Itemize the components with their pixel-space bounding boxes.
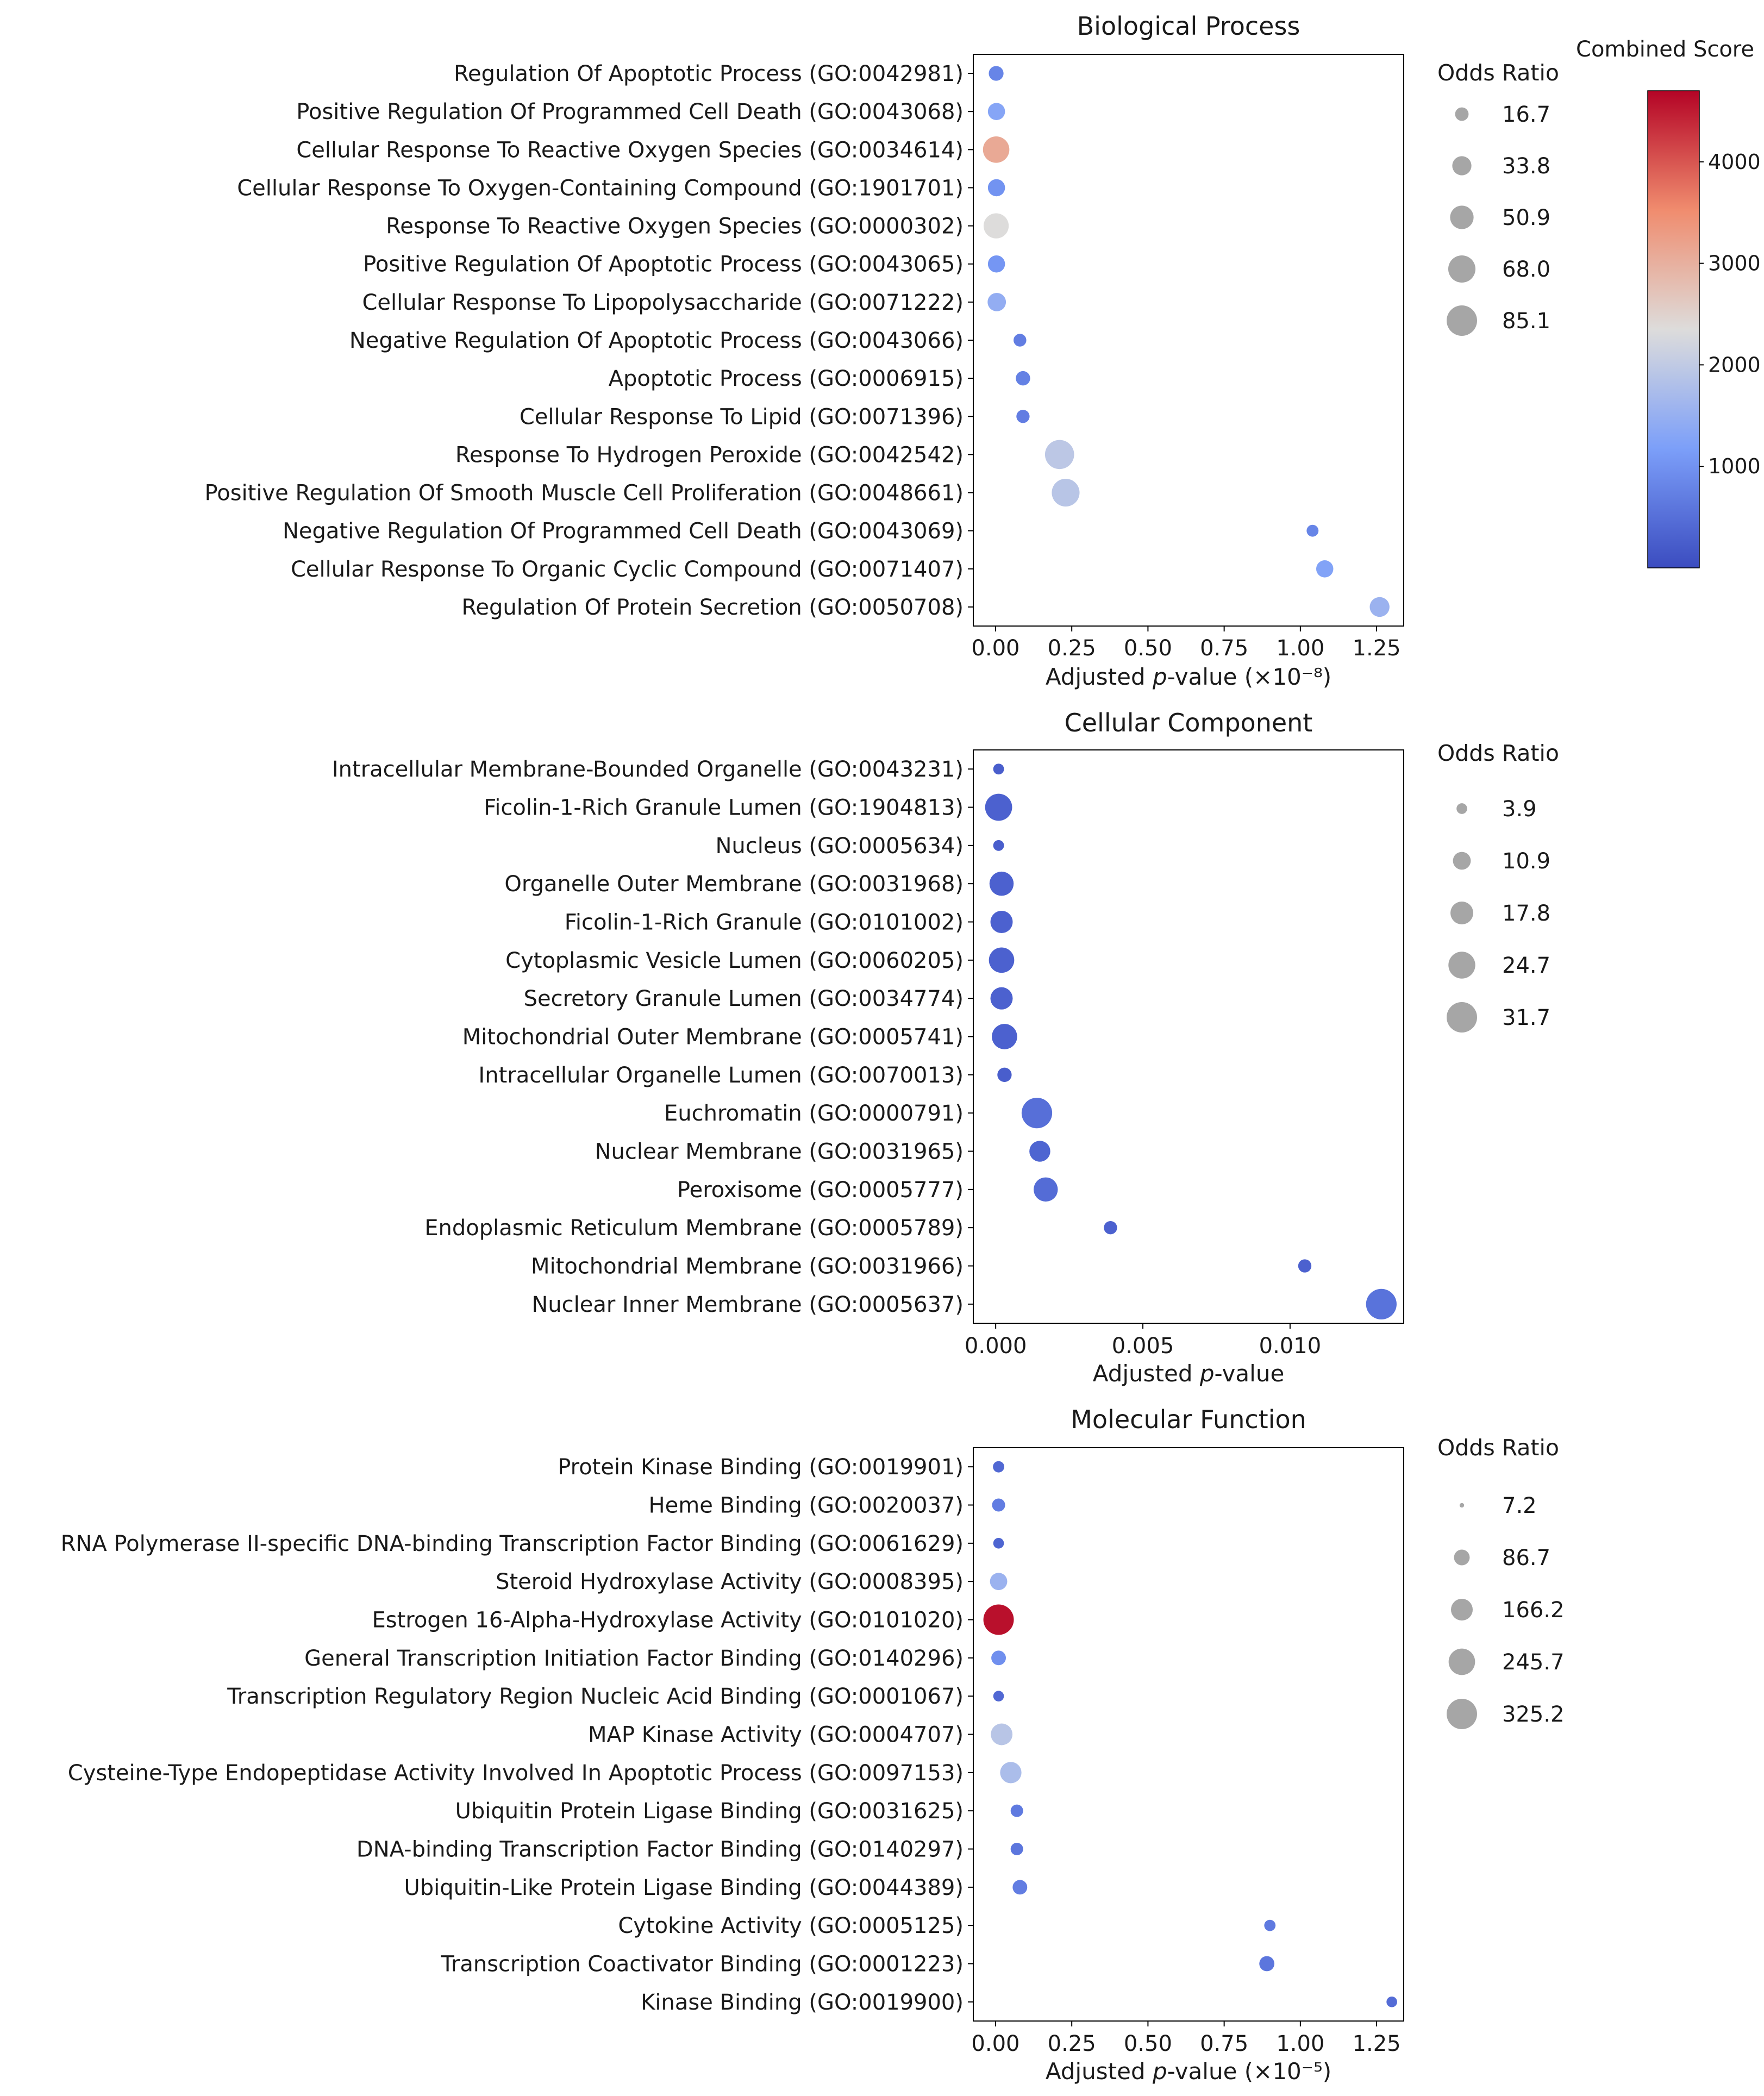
chart-title: Biological Process	[1077, 11, 1300, 41]
colorbar	[1648, 91, 1699, 568]
size-legend-bubble	[1454, 1550, 1470, 1566]
x-tick-label: 0.75	[1200, 636, 1249, 661]
data-point	[983, 136, 1010, 163]
size-legend-bubble	[1447, 1002, 1477, 1033]
data-point	[1011, 1805, 1023, 1817]
chart-biological-process	[0, 0, 1764, 706]
data-point	[988, 103, 1005, 120]
size-legend-bubble	[1447, 1699, 1477, 1729]
size-legend-label: 3.9	[1502, 797, 1537, 822]
x-axis-label: Adjusted p-value	[1092, 1360, 1285, 1387]
size-legend-label: 7.2	[1502, 1493, 1537, 1518]
size-legend-label: 166.2	[1502, 1598, 1565, 1623]
y-tick-label: Response To Hydrogen Peroxide (GO:0042542)	[455, 442, 964, 468]
x-axis-label: Adjusted p-value (×10⁻⁸)	[1045, 664, 1332, 690]
data-point	[993, 764, 1004, 774]
data-point	[1022, 1098, 1052, 1128]
data-point	[988, 179, 1005, 197]
data-point	[985, 794, 1012, 821]
x-tick-label: 0.00	[971, 636, 1020, 661]
y-tick-label: Ubiquitin-Like Protein Ligase Binding (GO:0044389)	[404, 1875, 964, 1900]
colorbar-tick-label: 1000	[1708, 454, 1761, 479]
size-legend-label: 85.1	[1502, 309, 1551, 334]
y-tick-label: Positive Regulation Of Programmed Cell Death (GO:0043068)	[296, 99, 964, 125]
size-legend-bubble	[1450, 205, 1473, 229]
y-tick-label: Nucleus (GO:0005634)	[715, 833, 964, 859]
y-tick-label: Transcription Regulatory Region Nucleic Acid Binding (GO:0001067)	[227, 1684, 964, 1710]
size-legend-label: 86.7	[1502, 1546, 1551, 1571]
size-legend-label: 17.8	[1502, 901, 1551, 926]
y-tick-label: Cellular Response To Reactive Oxygen Species (GO:0034614)	[296, 137, 964, 163]
data-point	[1034, 1178, 1058, 1202]
y-tick-label: Negative Regulation Of Programmed Cell Death (GO:0043069)	[282, 518, 964, 544]
y-tick-label: Negative Regulation Of Apoptotic Process (GO:0043066)	[349, 328, 964, 353]
data-point	[1011, 1843, 1023, 1855]
y-tick-label: Estrogen 16-Alpha-Hydroxylase Activity (GO:0101020)	[372, 1607, 964, 1633]
data-point	[988, 255, 1005, 273]
x-tick-label: 0.005	[1111, 1334, 1174, 1359]
y-tick-label: Ficolin-1-Rich Granule Lumen (GO:1904813)	[484, 795, 964, 821]
size-legend-bubble	[1448, 255, 1475, 283]
x-tick-label: 0.010	[1259, 1334, 1322, 1359]
y-tick-label: Positive Regulation Of Smooth Muscle Cell Proliferation (GO:0048661)	[204, 480, 964, 506]
data-point	[991, 1724, 1012, 1745]
size-legend-label: 31.7	[1502, 1005, 1551, 1030]
data-point	[1386, 1997, 1397, 2007]
y-tick-label: Cellular Response To Lipid (GO:0071396)	[519, 404, 964, 430]
x-tick-label: 0.00	[971, 2031, 1020, 2056]
data-point	[1029, 1141, 1050, 1162]
data-point	[990, 1573, 1008, 1590]
x-tick-label: 0.25	[1047, 636, 1096, 661]
y-tick-label: Cellular Response To Oxygen-Containing Compound (GO:1901701)	[237, 176, 964, 201]
data-point	[989, 66, 1003, 80]
y-tick-label: Cellular Response To Organic Cyclic Compound (GO:0071407)	[290, 556, 964, 582]
size-legend-title: Odds Ratio	[1437, 1435, 1559, 1461]
x-tick-label: 0.25	[1047, 2031, 1096, 2056]
data-point	[1016, 371, 1030, 385]
size-legend-bubble	[1447, 305, 1477, 336]
data-point	[1369, 597, 1389, 617]
data-point	[989, 948, 1015, 973]
size-legend-label: 245.7	[1502, 1650, 1565, 1675]
x-axis-label: Adjusted p-value (×10⁻⁵)	[1045, 2058, 1332, 2085]
y-tick-label: General Transcription Initiation Factor Binding (GO:0140296)	[304, 1645, 964, 1671]
size-legend-title: Odds Ratio	[1437, 740, 1559, 766]
data-point	[990, 872, 1014, 896]
y-tick-label: Apoptotic Process (GO:0006915)	[608, 366, 964, 392]
y-tick-label: Positive Regulation Of Apoptotic Process (GO:0043065)	[363, 252, 964, 277]
y-tick-label: Nuclear Membrane (GO:0031965)	[595, 1139, 964, 1165]
size-legend-label: 24.7	[1502, 953, 1551, 978]
data-point	[991, 987, 1013, 1010]
chart-cellular-component	[0, 706, 1764, 1402]
data-point	[1366, 1289, 1397, 1319]
data-point	[1306, 525, 1318, 537]
y-tick-label: DNA-binding Transcription Factor Binding (GO:0140297)	[356, 1837, 964, 1862]
size-legend-bubble	[1455, 108, 1469, 121]
data-point	[1045, 440, 1074, 470]
data-point	[993, 1461, 1004, 1473]
colorbar-tick-label: 3000	[1708, 251, 1761, 276]
y-tick-label: Heme Binding (GO:0020037)	[648, 1493, 964, 1518]
chart-title: Cellular Component	[1064, 708, 1313, 737]
size-legend-bubble	[1450, 902, 1473, 924]
data-point	[1298, 1259, 1311, 1272]
y-tick-label: RNA Polymerase II-specific DNA-binding Transcription Factor Binding (GO:0061629)	[60, 1531, 964, 1556]
y-tick-label: Cytoplasmic Vesicle Lumen (GO:0060205)	[505, 948, 964, 973]
data-point	[987, 293, 1006, 311]
size-legend-title: Odds Ratio	[1437, 60, 1559, 86]
size-legend-label: 10.9	[1502, 849, 1551, 874]
size-legend-bubble	[1448, 952, 1475, 978]
y-tick-label: Cytokine Activity (GO:0005125)	[618, 1913, 964, 1939]
y-tick-label: Cellular Response To Lipopolysaccharide (GO:0071222)	[362, 290, 964, 315]
size-legend-bubble	[1449, 1649, 1475, 1675]
data-point	[1104, 1221, 1117, 1234]
plot-border	[973, 54, 1404, 626]
y-tick-label: Kinase Binding (GO:0019900)	[641, 1989, 964, 2015]
plot-border	[973, 1448, 1404, 2021]
y-tick-label: Mitochondrial Outer Membrane (GO:0005741)	[462, 1024, 964, 1050]
y-tick-label: Euchromatin (GO:0000791)	[664, 1101, 964, 1127]
data-point	[1016, 410, 1029, 423]
size-legend-label: 68.0	[1502, 257, 1551, 282]
colorbar-tick-label: 4000	[1708, 149, 1761, 174]
data-point	[997, 1068, 1011, 1082]
x-tick-label: 0.50	[1123, 636, 1172, 661]
chart-molecular-function	[0, 1402, 1764, 2096]
size-legend-label: 50.9	[1502, 205, 1551, 230]
y-tick-label: Mitochondrial Membrane (GO:0031966)	[531, 1254, 964, 1279]
data-point	[1000, 1762, 1021, 1783]
y-tick-label: Endoplasmic Reticulum Membrane (GO:0005789)	[424, 1216, 964, 1241]
y-tick-label: Steroid Hydroxylase Activity (GO:0008395)	[496, 1569, 964, 1595]
size-legend-bubble	[1453, 852, 1471, 870]
size-legend-label: 325.2	[1502, 1702, 1565, 1727]
plot-border	[973, 750, 1404, 1323]
data-point	[1259, 1956, 1274, 1972]
data-point	[993, 840, 1004, 851]
y-tick-label: Regulation Of Protein Secretion (GO:0050708)	[461, 595, 964, 620]
x-tick-label: 0.000	[964, 1334, 1027, 1359]
y-tick-label: Regulation Of Apoptotic Process (GO:0042981)	[454, 61, 964, 87]
y-tick-label: Intracellular Membrane-Bounded Organelle (GO:0043231)	[331, 757, 964, 783]
x-tick-label: 1.00	[1276, 636, 1325, 661]
y-tick-label: Intracellular Organelle Lumen (GO:0070013)	[478, 1062, 964, 1088]
size-legend-bubble	[1456, 803, 1467, 814]
size-legend-label: 16.7	[1502, 102, 1551, 127]
y-tick-label: Organelle Outer Membrane (GO:0031968)	[504, 872, 964, 897]
data-point	[1316, 560, 1334, 578]
data-point	[1012, 1880, 1027, 1894]
data-point	[991, 1650, 1006, 1665]
chart-title: Molecular Function	[1071, 1405, 1306, 1434]
y-tick-label: Response To Reactive Oxygen Species (GO:0000302)	[386, 214, 964, 239]
data-point	[984, 1605, 1014, 1635]
y-tick-label: Ficolin-1-Rich Granule (GO:0101002)	[564, 910, 964, 935]
y-tick-label: Protein Kinase Binding (GO:0019901)	[558, 1455, 964, 1480]
data-point	[991, 911, 1013, 933]
size-legend-bubble	[1451, 1599, 1473, 1621]
data-point	[984, 213, 1009, 238]
x-tick-label: 1.00	[1276, 2031, 1325, 2056]
y-tick-label: Secretory Granule Lumen (GO:0034774)	[523, 986, 964, 1012]
y-tick-label: Cysteine-Type Endopeptidase Activity Involved In Apoptotic Process (GO:0097153)	[67, 1760, 964, 1786]
colorbar-title: Combined Score	[1576, 37, 1754, 62]
size-legend-label: 33.8	[1502, 154, 1551, 179]
data-point	[992, 1498, 1005, 1511]
y-tick-label: Peroxisome (GO:0005777)	[677, 1177, 964, 1203]
y-tick-label: Ubiquitin Protein Ligase Binding (GO:0031625)	[455, 1799, 964, 1824]
data-point	[1014, 334, 1027, 347]
y-tick-label: MAP Kinase Activity (GO:0004707)	[588, 1722, 964, 1748]
x-tick-label: 1.25	[1352, 2031, 1401, 2056]
y-tick-label: Transcription Coactivator Binding (GO:0001223)	[441, 1951, 964, 1977]
data-point	[992, 1024, 1017, 1049]
y-tick-label: Nuclear Inner Membrane (GO:0005637)	[531, 1292, 964, 1317]
data-point	[1264, 1920, 1275, 1931]
size-legend-bubble	[1452, 156, 1471, 175]
x-tick-label: 0.75	[1200, 2031, 1249, 2056]
x-tick-label: 0.50	[1123, 2031, 1172, 2056]
colorbar-tick-label: 2000	[1708, 353, 1761, 377]
data-point	[993, 1538, 1004, 1549]
x-tick-label: 1.25	[1352, 636, 1401, 661]
data-point	[993, 1691, 1004, 1701]
data-point	[1052, 479, 1079, 506]
size-legend-bubble	[1460, 1503, 1464, 1507]
